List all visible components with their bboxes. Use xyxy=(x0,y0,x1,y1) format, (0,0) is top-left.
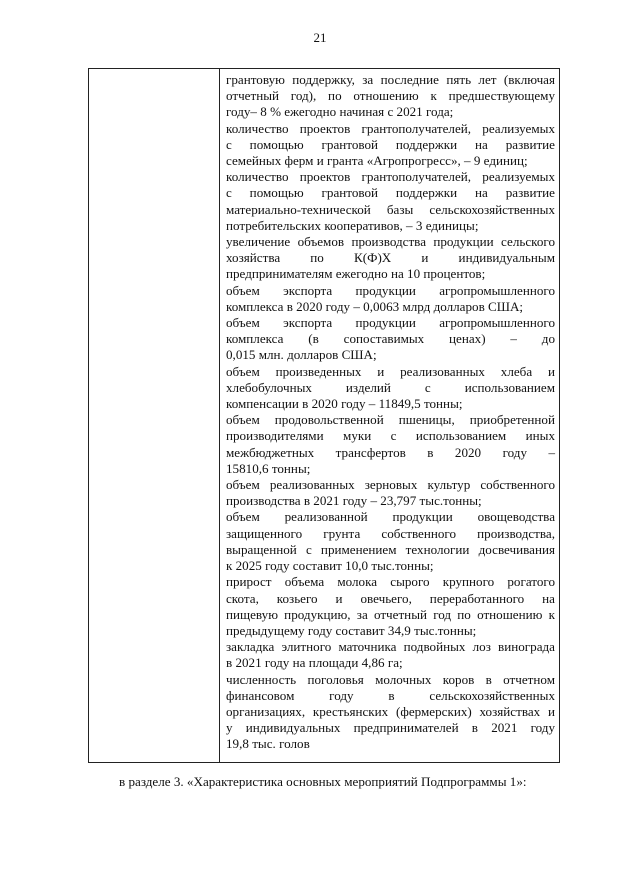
table-text-line: отчетный год), по отношению к предшествующему xyxy=(226,88,555,104)
table-text-line: организациях, крестьянских (фермерских) хозяйствах и xyxy=(226,703,555,719)
table-right-cell xyxy=(220,69,559,762)
table-text-line: 19,8 тыс. голов xyxy=(226,736,310,752)
table-text-line: с помощью грантовой поддержки на развитие xyxy=(226,185,555,201)
table-text-line: семейных ферм и гранта «Агропрогресс», – 9 единиц; xyxy=(226,153,528,169)
table-left-cell xyxy=(89,69,220,762)
table-text-line: 15810,6 тонны; xyxy=(226,460,311,476)
table-text-line: предыдущему году составит 34,9 тыс.тонны; xyxy=(226,622,477,638)
table-text-line: объем реализованных зерновых культур собственного xyxy=(226,477,555,493)
table-text-line: производителями муки с использованием иных xyxy=(226,428,555,444)
table-text-line: объем экспорта продукции агропромышленного xyxy=(226,282,555,298)
table-text-line: численность поголовья молочных коров в отчетном xyxy=(226,671,555,687)
table-text-line: производства в 2021 году – 23,797 тыс.тонны; xyxy=(226,493,482,509)
table-text-line: объем экспорта продукции агропромышленного xyxy=(226,315,555,331)
table-text-line: увеличение объемов производства продукции сельского xyxy=(226,234,555,250)
table-text-line: компенсации в 2020 году – 11849,5 тонны; xyxy=(226,396,463,412)
table-text-line: объем произведенных и реализованных хлеба и xyxy=(226,363,555,379)
table-text-line: с помощью грантовой поддержки на развитие xyxy=(226,136,555,152)
table-text-line: финансовом году в сельскохозяйственных xyxy=(226,687,555,703)
table-text-line: у индивидуальных предпринимателей в 2021 году xyxy=(226,720,555,736)
table-text-line: грантовую поддержку, за последние пять лет (включая xyxy=(226,72,555,87)
table-text-line: количество проектов грантополучателей, реализуемых xyxy=(226,169,555,185)
table-text-line: межбюджетных трансфертов в 2020 году – xyxy=(226,444,555,460)
table-text-line: пищевую продукцию, за отчетный год по отношению к xyxy=(226,606,555,622)
indicators-table xyxy=(88,68,560,763)
table-text-line: объем продовольственной пшеницы, приобретенной xyxy=(226,412,555,428)
table-text-line: комплекса в 2020 году – 0,0063 млрд долларов США; xyxy=(226,298,524,314)
table-text-line: количество проектов грантополучателей, реализуемых xyxy=(226,120,555,136)
table-text-line: 0,015 млн. долларов США; xyxy=(226,347,377,363)
table-text-line: скота, козьего и овечьего, переработанного на xyxy=(226,590,555,606)
section-reference-text: в разделе 3. «Характеристика основных мероприятий Подпрограммы 1»: xyxy=(119,774,527,789)
table-text-line: закладка элитного маточника подвойных лоз винограда xyxy=(226,639,555,655)
page-number: 21 xyxy=(313,30,327,45)
table-text-line: комплекса (в сопоставимых ценах) – до xyxy=(226,331,555,347)
table-text-line: к 2025 году составит 10,0 тыс.тонны; xyxy=(226,558,434,574)
table-text-line: материально-технической базы сельскохозяйственных xyxy=(226,201,555,217)
table-text-line: предпринимателям ежегодно на 10 процентов; xyxy=(226,266,486,282)
table-text-line: защищенного грунта собственного производства, xyxy=(226,525,555,541)
table-text-line: потребительских кооперативов, – 3 единицы; xyxy=(226,217,479,233)
table-text-line: в 2021 году на площади 4,86 га; xyxy=(226,655,403,671)
table-text-line: выращенной с применением технологии досвечивания xyxy=(226,541,555,557)
table-text-line: хозяйства по К(Ф)Х и индивидуальным xyxy=(226,250,555,266)
table-text-line: прирост объема молока сырого крупного рогатого xyxy=(226,574,555,590)
table-text-line: году– 8 % ежегодно начиная с 2021 года; xyxy=(226,104,454,120)
table-text-line: хлебобулочных изделий с использованием xyxy=(226,379,555,395)
table-text-line: объем реализованной продукции овощеводства xyxy=(226,509,555,525)
